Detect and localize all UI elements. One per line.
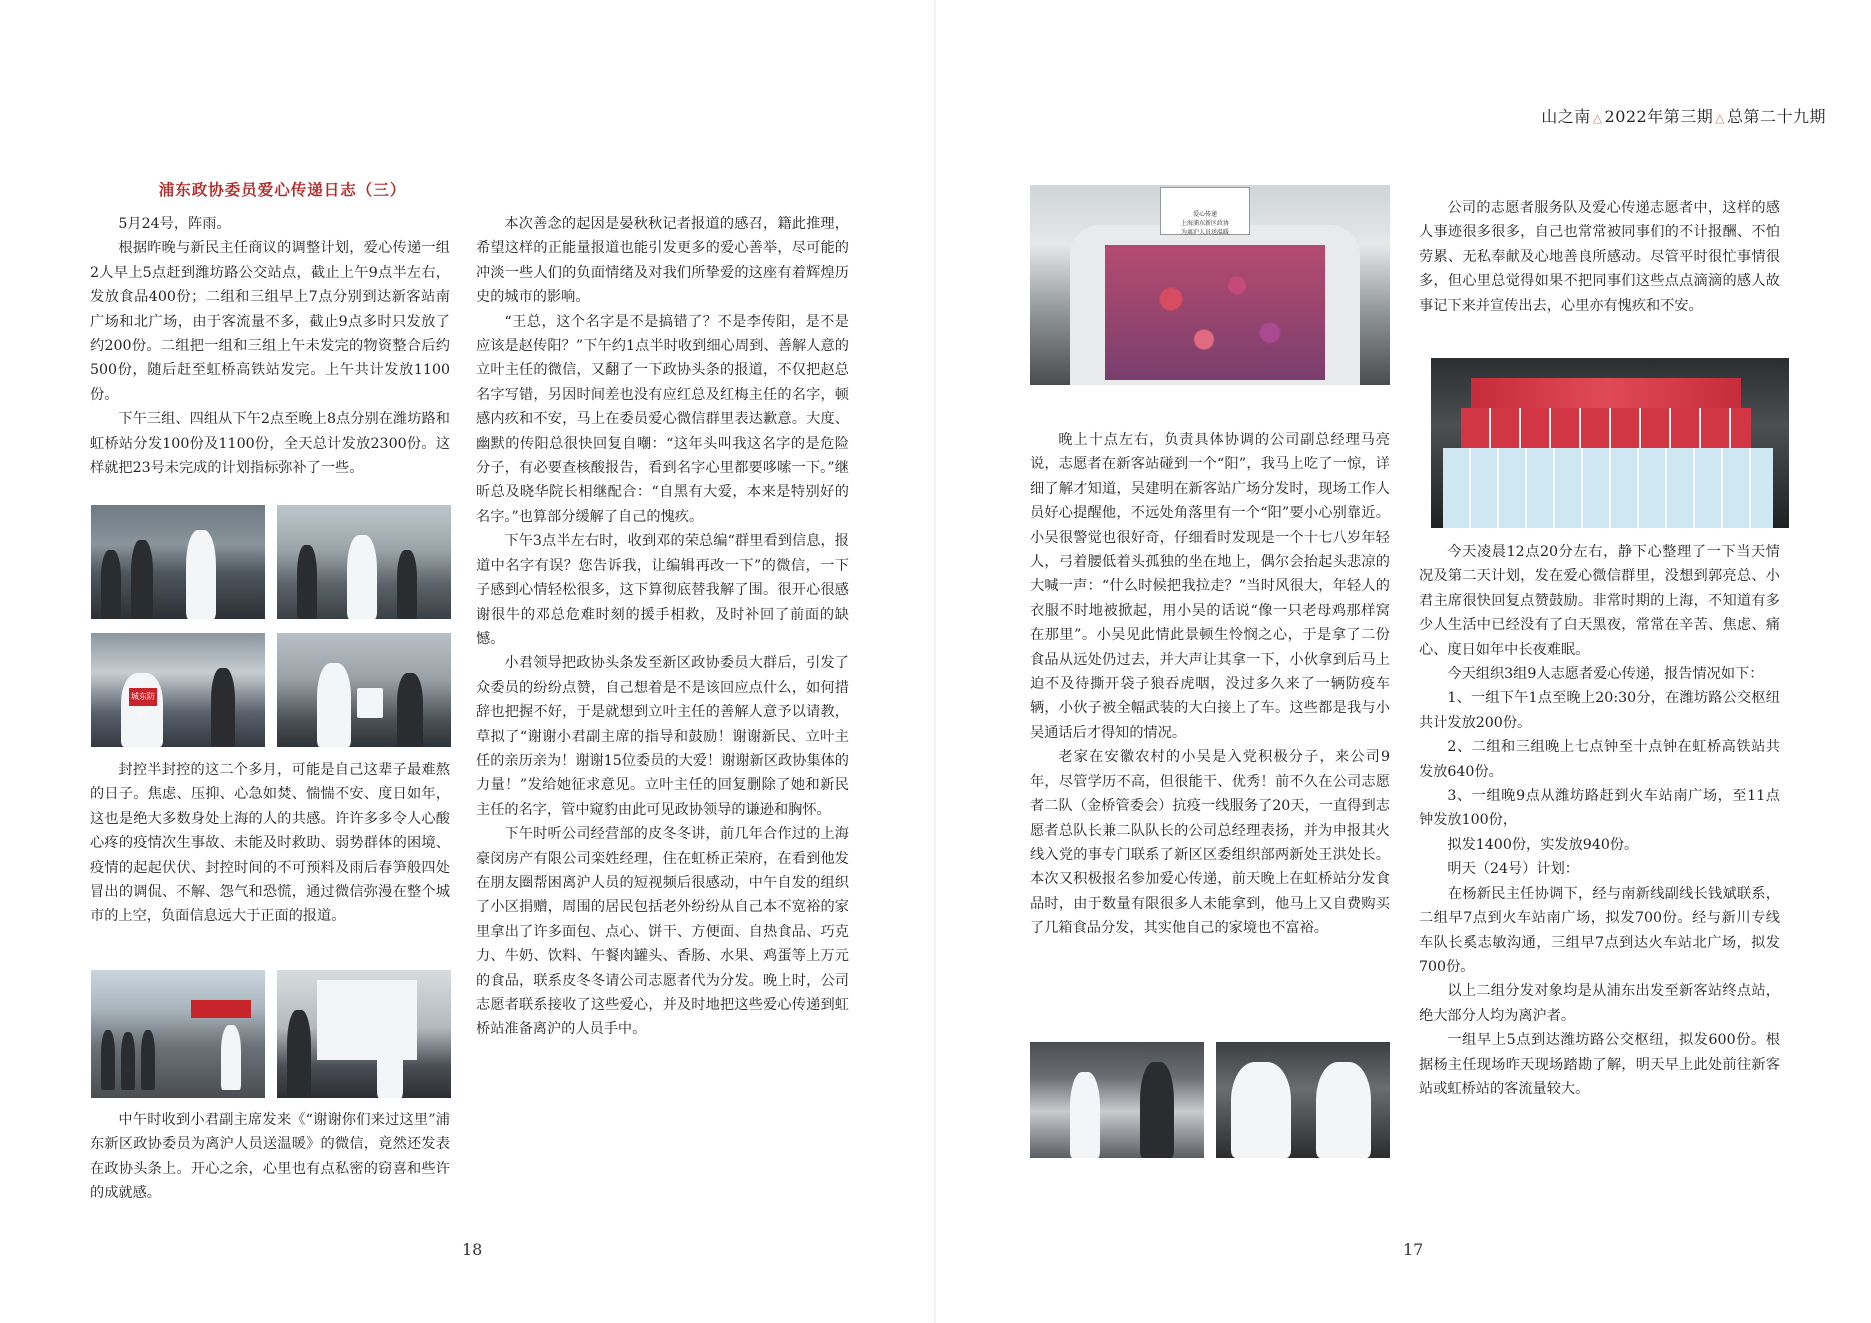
- right-col2-top: [1419, 196, 1780, 318]
- photo-volunteer-handout-3: [91, 633, 265, 747]
- vest-label: 城东防控: [129, 688, 157, 706]
- magazine-name: 山之南: [1541, 107, 1591, 126]
- photo-car-trunk-food: [1030, 185, 1390, 385]
- photo-volunteer-with-boxes: [1030, 1042, 1204, 1158]
- paragraph: 小君领导把政协头条发至新区政协委员大群后，引发了众委员的纷纷点赞，自己想着是不是该回应点什么，如何措辞也把握不好，于是就想到立叶主任的善解人意予以请教，草拟了“谢谢小君副主席的指导和鼓励！谢谢新民、立叶主任的亲历亲为！谢谢15位委员的大爱！谢谢新区政协集体的力量！”发给她征求意见。立叶主任的回复删除了她和新民主任的名字，管中窥豹由此可见政协领导的谦逊和胸怀。: [476, 655, 849, 818]
- paragraph: 拟发1400份，实发放940份。: [1419, 836, 1639, 853]
- paragraph: 在杨新民主任协调下，经与南新线副线长钱斌联系，二组早7点到火车站南广场，拟发700份。经与新川专线车队长奚志敏沟通，三组早7点到达火车站北广场，拟发700份。: [1419, 885, 1780, 975]
- photo-queue-at-station: [91, 970, 265, 1098]
- paragraph: 下午时听公司经营部的皮冬冬讲，前几年合作过的上海豪闵房产有限公司栾姓经理，住在虹桥正荣府，在看到他发在朋友圈帮困离沪人员的短视频后很感动，中午自发的组织了小区捐赠，周围的居民包括老外纷纷从自己本不宽裕的家里拿出了许多面包、点心、饼干、方便面、自热食品、巧克力、牛奶、饮料、午餐肉罐头、香肠、水果、鸡蛋等上万元的食品，联系皮冬冬请公司志愿者代为分发。晚上时，公司志愿者联系接收了这些爱心，并及时地把这些爱心传递到虹桥站准备离沪的人员手中。: [476, 826, 849, 1038]
- left-col1-bottom: [90, 1108, 450, 1206]
- photo-volunteer-handout-4: [277, 633, 451, 747]
- triangle-separator-icon: △: [1592, 111, 1603, 125]
- photo-van-unloading: [277, 970, 451, 1098]
- running-header: [1541, 104, 1826, 127]
- paragraph: “王总，这个名字是不是搞错了？不是李传阳，是不是应该是赵传阳？”下午约1点半时收到细心周到、善解人意的立叶主任的微信，又翻了一下政协头条的报道，不仅把赵总名字写错，另因时间差也没有应红总及红梅主任的名字，顿感内疚和不安，马上在委员爱心微信群里表达歉意。大度、幽默的传阳总很快回复自嘲：“这年头叫我这名字的是危险分子，有必要查核酸报告，看到名字心里都要哆嗦一下。”继昕总及晓华院长相继配合：“自黑有大爱，本来是特别好的名字。”也算部分缓解了自己的愧疚。: [476, 313, 849, 525]
- left-page: [0, 0, 935, 1323]
- paragraph: 今天凌晨12点20分左右，静下心整理了一下当天情况及第二天计划，发在爱心微信群里，没想到郭亮总、小君主席很快回复点赞鼓励。非常时期的上海，不知道有多少人生活中已经没有了白天黑夜，常常在辛苦、焦虑、痛心、度日如年中长夜难眠。: [1419, 544, 1780, 658]
- right-page: [935, 0, 1871, 1323]
- paragraph: 明天（24号）计划：: [1447, 861, 1579, 878]
- photo-volunteer-handout-1: [91, 505, 265, 619]
- paragraph: 本次善念的起因是晏秋秋记者报道的感召，籍此推理，希望这样的正能量报道也能引发更多的爱心善举，尽可能的冲淡一些人们的负面情绪及对我们所挚爱的这座有着辉煌历史的城市的影响。: [476, 216, 849, 306]
- left-col1-top: [90, 212, 450, 480]
- paragraph: 以上二组分发对象均是从浦东出发至新客站终点站，绝大部分人均为离沪者。: [1419, 983, 1780, 1024]
- paragraph: 公司的志愿者服务队及爱心传递志愿者中，这样的感人事迹很多很多，自己也常常被同事们的不计报酬、不怕劳累、无私奉献及心地善良所感动。尽管平时很忙事情很多，但心里总觉得如果不把同事们这些点点滴滴的感人故事记下来并宣传出去，心里亦有愧疚和不安。: [1419, 200, 1780, 314]
- paragraph: 封控半封控的这二个多月，可能是自己这辈子最难熬的日子。焦虑、压抑、心急如焚、惴惴不安、度日如年，这也是绝大多数身处上海的人的共感。许许多多令人心酸心疼的疫情次生事故、未能及时救助、弱势群体的困境、疫情的起起伏伏、封控时间的不可预料及雨后春笋般四处冒出的调侃、不解、怨气和恐慌，通过微信弥漫在整个城市的上空，负面信息远大于正面的报道。: [90, 762, 450, 925]
- page-number: 17: [1403, 1240, 1424, 1259]
- right-col1: [1030, 428, 1390, 941]
- photo-volunteer-driving: [1216, 1042, 1390, 1158]
- list-item: 2、二组和三组晚上七点钟至十点钟在虹桥高铁站共发放640份。: [1419, 739, 1780, 780]
- paragraph: 一组早上5点到达潍坊路公交枢纽，拟发600份。根据杨主任现场昨天现场踏勘了解，明天早上此处前往新客站或虹桥站的客流量较大。: [1419, 1032, 1780, 1097]
- list-item: 1、一组下午1点至晚上20:30分，在潍坊路公交枢纽共计发放200份。: [1419, 690, 1780, 731]
- left-col1-mid: [90, 758, 450, 929]
- paragraph: 中午时收到小君副主席发来《“谢谢你们来过这里”浦东新区政协委员为离沪人员送温暖》的微信，竟然还发表在政协头条上。开心之余，心里也有点私密的窃喜和些许的成就感。: [90, 1112, 450, 1202]
- paragraph: 今天组织3组9人志愿者爱心传递，报告情况如下：: [1447, 666, 1764, 683]
- photo-volunteer-handout-2: [277, 505, 451, 619]
- paragraph: 5月24号，阵雨。: [118, 216, 231, 232]
- list-item: 3、一组晚9点从潍坊路赶到火车站南广场，至11点钟发放100份，: [1419, 788, 1780, 829]
- article-title: 浦东政协委员爱心传递日志（三）: [158, 181, 407, 199]
- paragraph: 老家在安徽农村的小吴是入党积极分子，来公司9年，尽管学历不高，但很能干、优秀！前不久在公司志愿者二队（金桥管委会）抗疫一线服务了20天，一直得到志愿者总队长兼二队队长的公司总经理表扬，并为申报其火线入党的事专门联系了新区区委组织部两新处王洪处长。本次又积极报名参加爱心传递，前天晚上在虹桥站分发食品时，由于数量有限很多人未能拿到，他马上又自费购买了几箱食品分发，其实他自己的家境也不富裕。: [1030, 749, 1390, 937]
- left-col2: [476, 212, 849, 1042]
- issue-label: 2022年第三期: [1604, 107, 1714, 126]
- photo-stacked-food-boxes: [1431, 358, 1789, 528]
- total-issue-label: 总第二十九期: [1726, 107, 1826, 126]
- paragraph: 晚上十点左右，负责具体协调的公司副总经理马亮说，志愿者在新客站碰到一个“阳”，我马上吃了一惊，详细了解才知道，吴建明在新客站广场分发时，现场工作人员好心提醒他，不远处角落里有一个“阳”要小心别靠近。小吴很警觉也很好奇，仔细看时发现是一个十七八岁年轻人，弓着腰低着头孤独的坐在地上，偶尔会抬起头悲凉的大喊一声：“什么时候把我拉走？”当时风很大，年轻人的衣服不时地被掀起，用小吴的话说“像一只老母鸡那样窝在那里”。小吴见此情此景顿生怜悯之心，于是拿了二份食品从远处仍过去，并大声让其拿一下，小伙拿到后马上迫不及待撕开袋子狼吞虎咽，没过多久来了一辆防疫车辆，小伙子被全幅武装的大白接上了车。这些都是我与小吴通话后才得知的情况。: [1030, 432, 1390, 741]
- triangle-separator-icon: △: [1715, 111, 1725, 125]
- page-number: 18: [462, 1240, 483, 1259]
- paragraph: 下午三组、四组从下午2点至晚上8点分别在潍坊路和虹桥站分发100份及1100份，全天总计发放2300份。这样就把23号未完成的计划指标弥补了一些。: [90, 411, 450, 477]
- paragraph: 根据昨晚与新民主任商议的调整计划，爱心传递一组2人早上5点赶到潍坊路公交站点，截止上午9点半左右，发放食品400份；二组和三组早上7点分别到达新客站南广场和北广场，由于客流量不多，截止9点多时只发放了约200份。二组把一组和三组上午未发完的物资整合后约500份，随后赶至虹桥高铁站发完。上午共计发放1100份。: [90, 240, 450, 403]
- paragraph: 下午3点半左右时，收到邓的荣总编“群里看到信息，报道中名字有误？您告诉我，让编辑再改一下”的微信，一下子感到心情轻松很多，这下算彻底替我解了围。很开心很感谢很牛的邓总危难时刻的援手相救，及时补回了前面的缺憾。: [476, 533, 849, 647]
- car-sign: 爱心传递 上海浦东新区政协 为离沪人员送温暖: [1160, 187, 1250, 235]
- right-col2-bottom: [1419, 540, 1780, 1101]
